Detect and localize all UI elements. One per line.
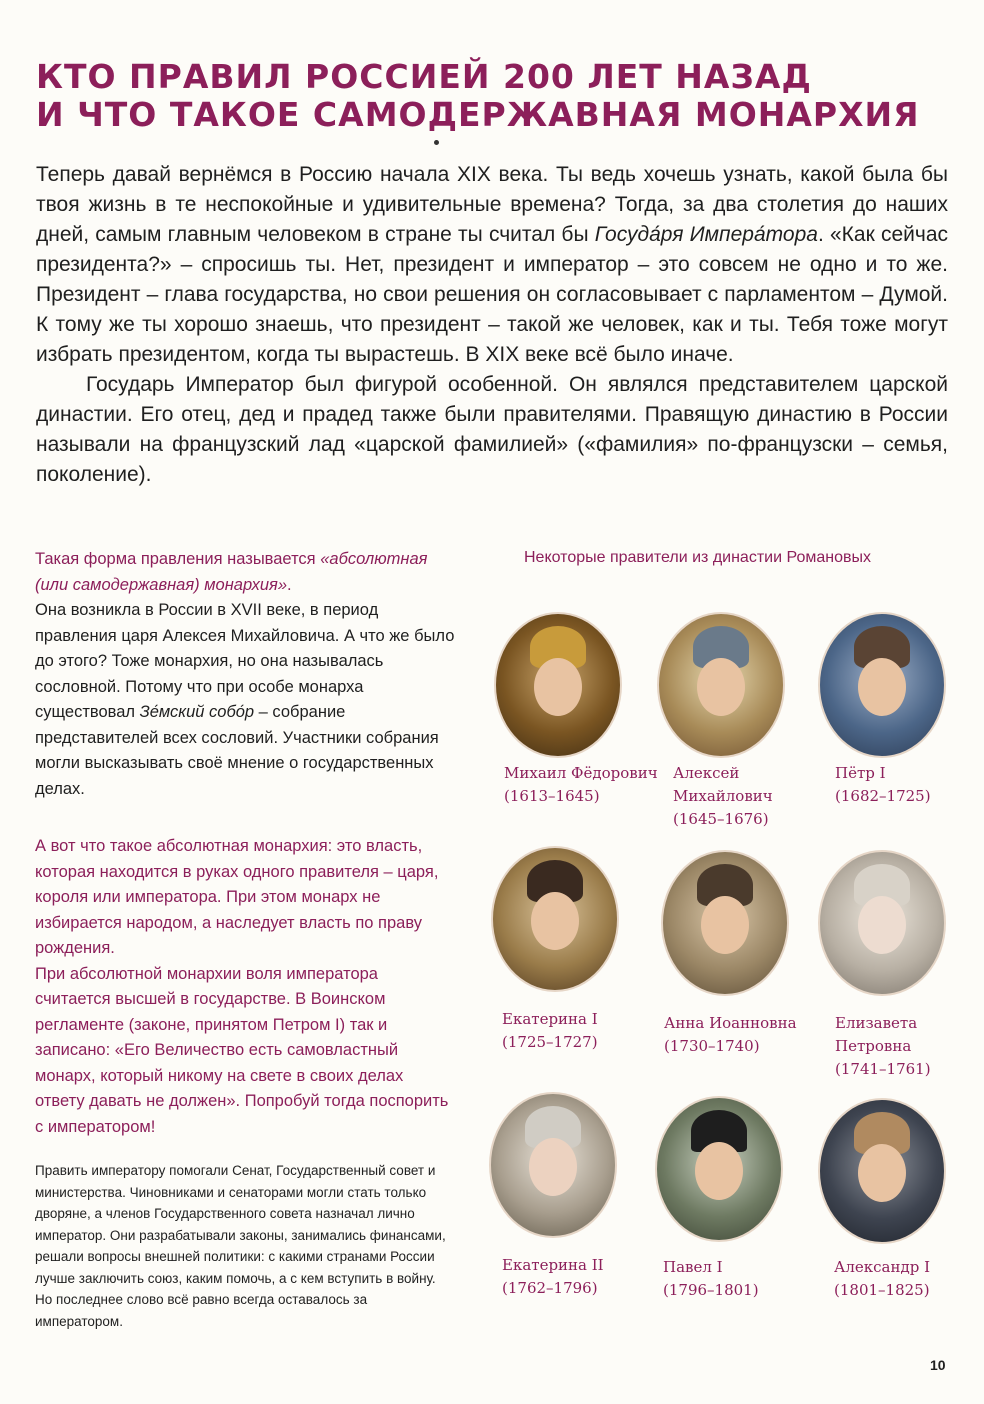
ruler-label-3: Пётр I (1682–1725) [835, 764, 931, 805]
sidebar-definition: А вот что такое абсолютная монархия: это власть, которая находится в руках одного правителя – царя, короля или императора. При этом монарх не избирается народом, а наследует власть по праву рождения. При абсолютной монархии воля императора считается высшей в государстве. В Воинском регламенте (законе, принятом Петром I) так и записано: «Его Величество есть самовластный монарх, который никому на свете в своих делах ответу давать не должен». Попробуй тогда поспорить с императором! [35, 837, 449, 1136]
emphasis-absolute-monarchy: «абсолютная (или самодержавная) монархия» [35, 550, 428, 594]
portrait-mikhail [494, 612, 622, 758]
intro-paragraph-2: Государь Император был фигурой особенной. Он являлся представителем царской династии. Его отец, дед и прадед также были правителями. Правящую династию в России называли на французский лад «царской фамилией» («фамилия» по-французски – семья, поколение). [36, 373, 948, 486]
ruler-label-5: Анна Иоанновна (1730–1740) [664, 1014, 797, 1055]
emphasis-emperor: Госуда́ря Импера́тора [594, 223, 818, 246]
intro-paragraph-1: Теперь давай вернёмся в Россию начала XIX века. Ты ведь хочешь узнать, какой была бы твоя жизнь в те неспокойные и удивительные времена? Тогда, за два столетия до наших дней, самым главным человеком в стране ты считал бы Госуда́ря Импера́тора. «Как сейчас президента?» – спросишь ты. Нет, президент и император – это совсем не одно и то же. Президент – глава государства, но свои решения он согласовывает с парламентом – Думой. К тому же ты хорошо знаешь, что президент – такой же человек, как и ты. Тебя тоже могут избрать президентом, когда ты вырастешь. В XIX веке всё было иначе. [36, 163, 948, 366]
portrait-anna [661, 850, 789, 996]
emphasis-zemsky-sobor: Зе́мский собо́р [139, 703, 255, 721]
ruler-label-9: Александр I (1801–1825) [834, 1258, 931, 1299]
sidebar-absolute-monarchy: Такая форма правления называется «абсолютная (или самодержавная) монархия». Она возникла в России в XVII веке, в период правления царя Алексея Михайловича. А что же было до этого? Тоже монархия, но она называлась сословной. Потому что при особе монарха существовал Зе́мский собо́р – собрание представителей всех сословий. Участники собрания могли высказывать своё мнение о государственных делах. [35, 550, 455, 798]
title-line-2: И ЧТО ТАКОЕ САМОДЕРЖАВНАЯ МОНАРХИЯ [36, 95, 920, 134]
ruler-label-4: Екатерина I (1725–1727) [502, 1010, 598, 1051]
portrait-alexander [818, 1098, 946, 1244]
portrait-elizabeth [818, 850, 946, 996]
ruler-label-2: Алексей Михайлович (1645–1676) [673, 764, 773, 828]
page-number: 10 [930, 1357, 946, 1373]
page-title [36, 58, 956, 134]
portrait-paul [655, 1096, 783, 1242]
intro-text [36, 160, 948, 490]
portrait-catherine-2 [489, 1092, 617, 1238]
portrait-catherine-1 [491, 846, 619, 992]
rulers-caption: Некоторые правители из династии Романовых [524, 549, 871, 566]
title-line-1: КТО ПРАВИЛ РОССИЕЙ 200 ЛЕТ НАЗАД [36, 57, 812, 96]
title-dot [434, 140, 439, 145]
ruler-label-6: Елизавета Петровна (1741–1761) [835, 1014, 931, 1078]
sidebar-senate-note: Править императору помогали Сенат, Государственный совет и министерства. Чиновниками и сенаторами могли стать только дворяне, а членов Государственного совета назначал лично император. Они разрабатывали законы, занимались финансами, решали вопросы внешней политики: с какими странами России лучше заключить союз, каким помочь, а с кем вступить в войну. Но последнее слово всё равно всегда оставалось за императором. [35, 1163, 446, 1329]
portrait-alexei [657, 612, 785, 758]
ruler-label-7: Екатерина II (1762–1796) [502, 1256, 604, 1297]
ruler-label-8: Павел I (1796–1801) [663, 1258, 759, 1299]
portrait-peter [818, 612, 946, 758]
ruler-label-1: Михаил Фёдорович (1613–1645) [504, 764, 658, 805]
